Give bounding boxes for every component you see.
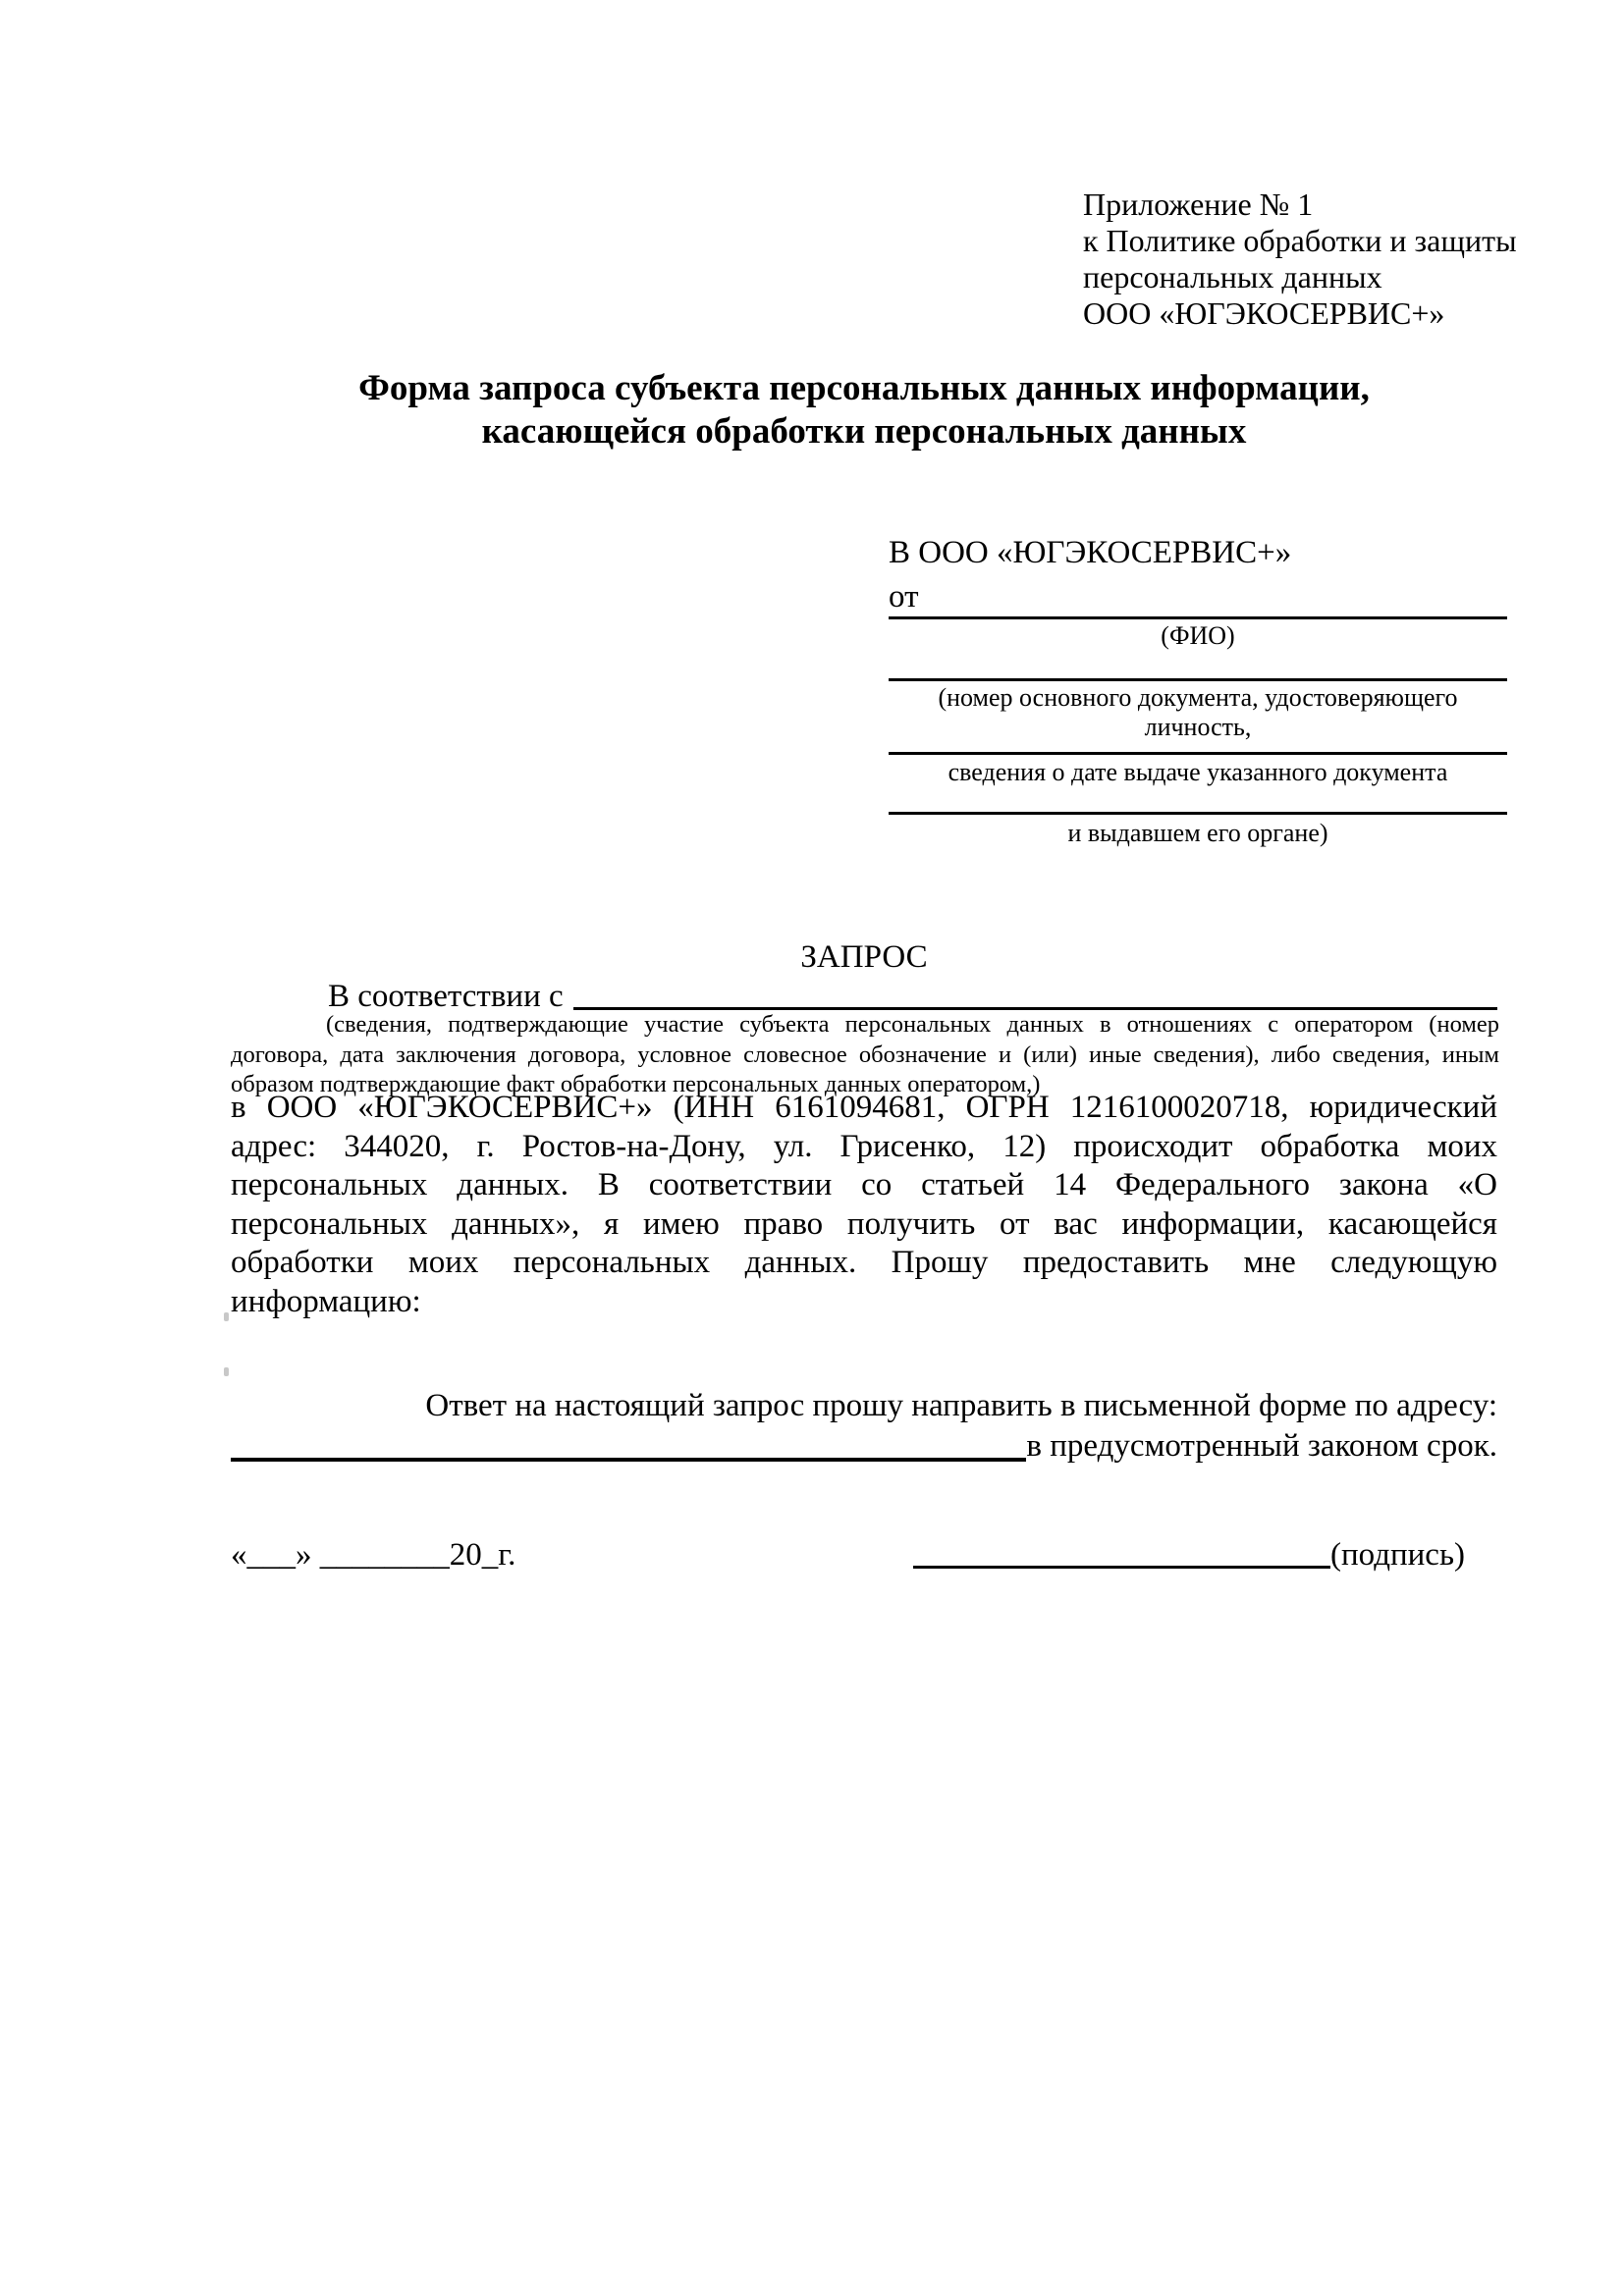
request-heading: ЗАПРОС (800, 939, 928, 975)
request-body-text: в ООО «ЮГЭКОСЕРВИС+» (ИНН 6161094681, ОГРН 1216100020718, юридический адрес: 344020, г. Ростов-на-Дону, ул. Грисенко, 12) происходит обработка моих персональных данных. В соответствии со статьей 14 Федерального закона «О персональных данных», я имею право получить от вас информации, касающейся обработки моих персональных данных. Прошу предоставить мне следующую информацию: (231, 1090, 1497, 1319)
document-title-line: Форма запроса субъекта персональных данных информации, (358, 368, 1370, 408)
document-title (231, 367, 1497, 454)
issuing-authority-caption: и выдавшем его органе) (1067, 819, 1328, 847)
doc-number-caption: (номер основного документа, удостоверяющего личность, (938, 683, 1458, 741)
fio-caption: (ФИО) (1161, 621, 1235, 650)
doc-number-blank-line[interactable] (889, 678, 1507, 681)
from-label: от (889, 579, 919, 614)
signature-caption: (подпись) (1330, 1537, 1465, 1573)
issuing-authority-blank-line[interactable] (889, 812, 1507, 815)
signature-blank-line[interactable] (913, 1534, 1330, 1569)
signature-row (913, 1534, 1465, 1575)
annex-header-line: ООО «ЮГЭКОСЕРВИС+» (1083, 295, 1445, 331)
fio-blank-line[interactable] (889, 616, 1507, 619)
reply-address-text: Ответ на настоящий запрос прошу направить в письменной форме по адресу: (425, 1388, 1497, 1423)
accordance-lead-text: В соответствии с (328, 979, 564, 1014)
document-title-line: касающейся обработки персональных данных (481, 411, 1247, 452)
reply-address-blank-line[interactable] (231, 1426, 1026, 1462)
reply-deadline-text: в предусмотренный законом срок. (1026, 1428, 1497, 1464)
reply-block (231, 1386, 1497, 1467)
issue-date-blank-line[interactable] (889, 752, 1507, 755)
stray-list-mark (224, 1312, 229, 1321)
annex-header-line: персональных данных (1083, 259, 1382, 294)
issue-date-caption: сведения о дате выдаче указанного документа (947, 758, 1448, 786)
footnote-text: (сведения, подтверждающие участие субъекта персональных данных в отношениях с оператором (номер договора, дата заключения договора, условное словесное обозначение и (или) иные сведения), либо сведения, иным образом подтверждающие факт обработки персональных данных оператором,) (231, 1011, 1499, 1097)
signature-date-field[interactable]: «___» ________20_г. (231, 1537, 516, 1573)
annex-header-line: Приложение № 1 (1083, 187, 1314, 222)
stray-list-mark (224, 1367, 229, 1376)
reply-address-row (231, 1426, 1497, 1467)
annex-header-line: к Политике обработки и защиты (1083, 223, 1517, 258)
addressee-to: В ООО «ЮГЭКОСЕРВИС+» (889, 535, 1292, 570)
accordance-blank-line[interactable] (573, 977, 1497, 1010)
annex-header (1083, 187, 1517, 332)
